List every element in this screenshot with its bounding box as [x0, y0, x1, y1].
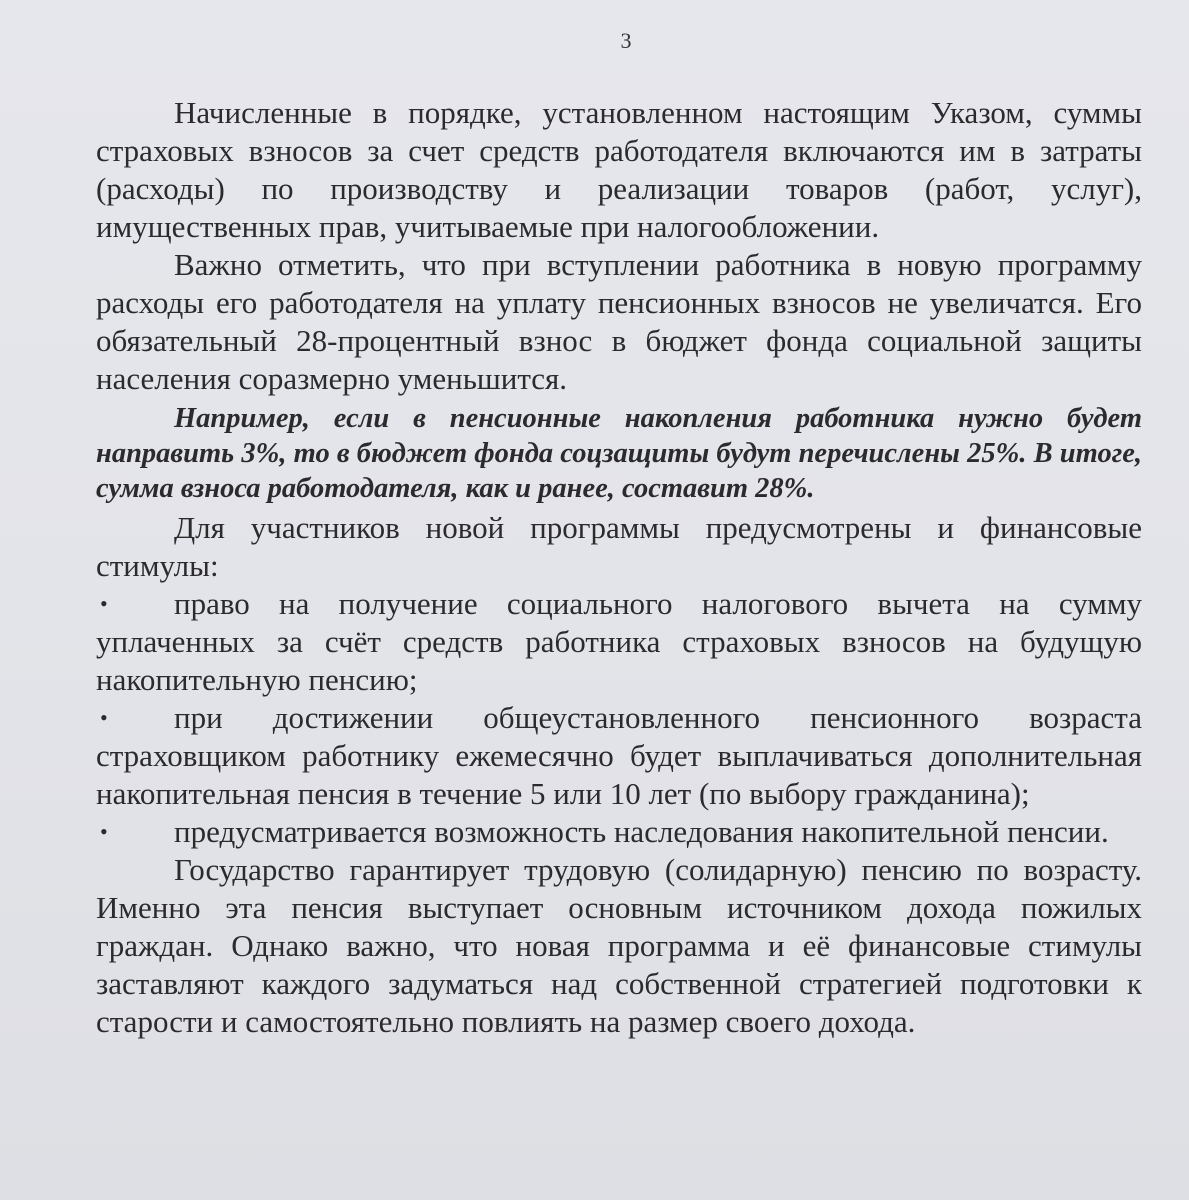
list-item [96, 699, 1142, 813]
list-item [96, 585, 1142, 699]
paragraph-employer-costs: Важно отметить, что при вступлении работника в новую программу расходы его работодателя на уплату пенсионных взносов не увеличатся. Его обязательный 28-процентный взнос в бюджет фонда социальной защиты населения соразмерно уменьшится. [96, 247, 1142, 396]
list-item-text: право на получение социального налогового вычета на сумму уплаченных за счёт средств работника страховых взносов на будущую накопительную пенсию; [96, 586, 1142, 697]
page-number: 3 [620, 28, 632, 53]
paragraph-example-emphasis: Например, если в пенсионные накопления работника нужно будет направить 3%, то в бюджет фонда соцзащиты будут перечислены 25%. В итоге, сумма взноса работодателя, как и ранее, составит 28%. [96, 403, 1142, 504]
paragraph-state-guarantee: Государство гарантирует трудовую (солидарную) пенсию по возрасту. Именно эта пенсия выступает основным источником дохода пожилых граждан. Однако важно, что новая программа и её финансовые стимулы заставляют каждого задуматься над собственной стратегией подготовки к старости и самостоятельно повлиять на размер своего дохода. [96, 852, 1142, 1039]
paragraph-incentives-intro: Для участников новой программы предусмотрены и финансовые стимулы: [96, 510, 1142, 583]
bullet-icon: • [100, 591, 108, 616]
bullet-icon: • [100, 705, 108, 730]
list-item-text: предусматривается возможность наследования накопительной пенсии. [174, 814, 1109, 849]
list-item [96, 813, 1142, 851]
bullet-icon: • [100, 819, 108, 844]
document-body [96, 94, 1142, 1041]
list-item-text: при достижении общеустановленного пенсионного возраста страховщиком работнику ежемесячно будет выплачиваться дополнительная накопительная пенсия в течение 5 или 10 лет (по выбору гражданина); [96, 700, 1142, 811]
paragraph-contributions-expenses: Начисленные в порядке, установленном настоящим Указом, суммы страховых взносов за счет средств работодателя включаются им в затраты (расходы) по производству и реализации товаров (работ, услуг), имущественных прав, учитываемые при налогообложении. [96, 95, 1142, 244]
incentives-list [96, 585, 1142, 851]
